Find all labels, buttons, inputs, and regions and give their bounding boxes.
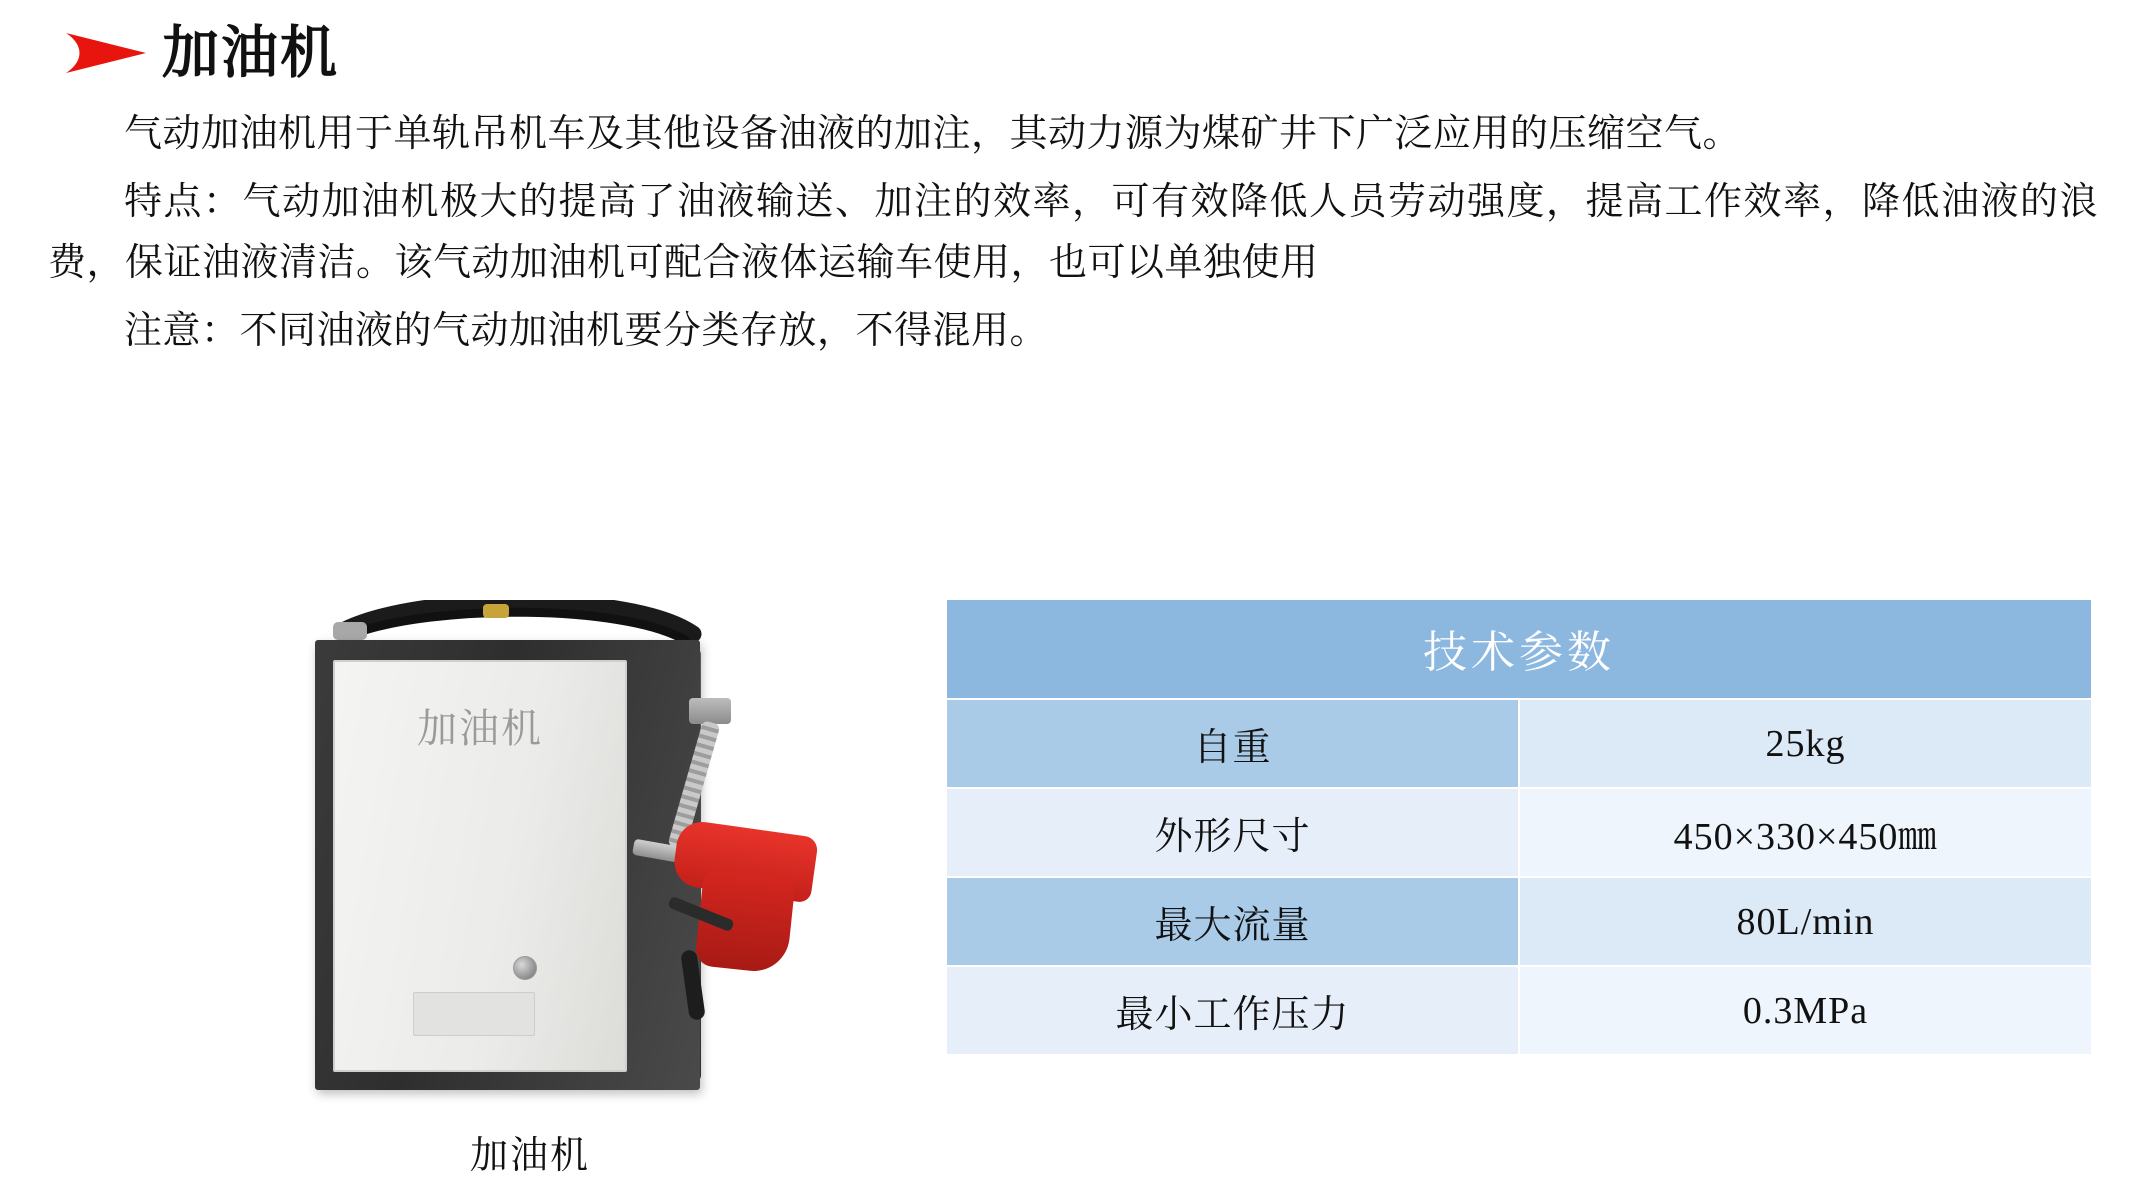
paragraph-notice: 注意：不同油液的气动加油机要分类存放，不得混用。 [124,309,1049,352]
pipe-cap [689,698,731,724]
spec-value-weight: 25kg [1519,699,2092,788]
product-image [295,578,765,1118]
page-heading [62,18,2146,88]
spec-value-min-pressure: 0.3MPa [1519,966,2092,1055]
paragraph-features: 特点：气动加油机极大的提高了油液输送、加注的效率，可有效降低人员劳动强度，提高工作效率，降低油液的浪费，保证油液清洁。该气动加油机可配合液体运输车使用，也可以单独使用 [48,180,2098,285]
spec-label-max-flow: 最大流量 [946,877,1519,966]
spec-table-container [945,598,2093,1056]
door-nameplate [413,992,535,1036]
product-caption: 加油机 [469,1135,590,1177]
table-row [946,877,2092,966]
table-row [946,699,2092,788]
table-header-row [946,599,2092,699]
table-row [946,788,2092,877]
paragraph-intro: 气动加油机用于单轨吊机车及其他设备油液的加注，其动力源为煤矿井下广泛应用的压缩空气。 [124,113,1742,155]
page-title: 加油机 [162,20,339,85]
spec-value-max-flow: 80L/min [1519,877,2092,966]
spec-table [945,598,2093,1056]
spec-label-dimensions: 外形尺寸 [946,788,1519,877]
product-figure [250,578,810,1179]
table-row [946,966,2092,1055]
spec-label-min-pressure: 最小工作压力 [946,966,1519,1055]
cabinet-door [333,660,627,1072]
triangle-arrow-icon [62,27,148,79]
description-block [48,104,2098,362]
spec-label-weight: 自重 [946,699,1519,788]
door-lock-icon [513,956,537,980]
lower-content [0,578,2146,1178]
door-label: 加油机 [417,707,543,751]
table-title: 技术参数 [946,599,2092,699]
spec-value-dimensions: 450×330×450㎜ [1519,788,2092,877]
